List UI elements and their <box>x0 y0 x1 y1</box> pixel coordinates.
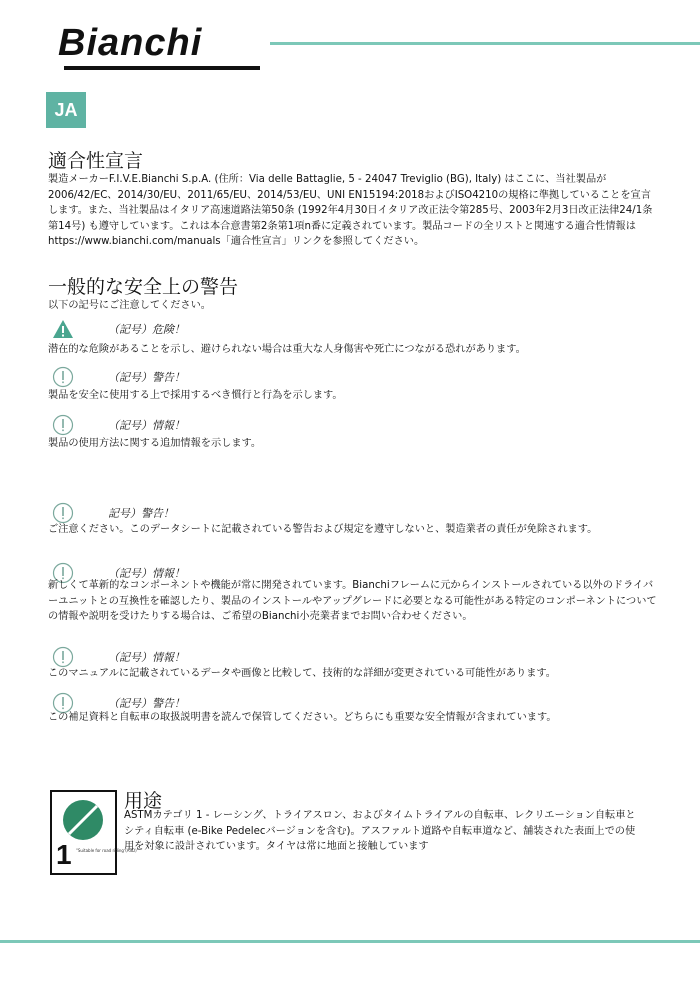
info-circle-icon <box>52 366 74 388</box>
declaration-body: 製造メーカーF.I.V.E.Bianchi S.p.A. (住所：Via delle Battaglie, 5 - 24047 Treviglio (BG), Italy) はここに、当社製品が2006/42/EC、2014/30/EU、2011/65/EU、2014/53/EU、UNI EN15194:2018およびISO4210の規格に準拠していることを宣言します。また、当社製品はイタリア高速道路法第50条 (1992年4月30日イタリア改正法令第285号、2003年2月3日改正法律24/1条第14号) も遵守しています。これは本合意書第2条第1項n番に定義されています。製品コードの全リストと関連する適合性情報はhttps://www.bianchi.com/manuals「適合性宣言」リンクを参照してください。 <box>48 174 653 247</box>
note-text: ご注意ください。このデータシートに記載されている警告および規定を遵守しないと、製造業者の責任が免除されます。 <box>48 524 598 535</box>
note-label: （記号）情報！ <box>108 567 185 580</box>
info-circle-icon <box>52 502 74 524</box>
astm-number: 1 <box>56 839 72 870</box>
symbol-danger-label: （記号）危険！ <box>108 323 185 336</box>
symbol-warning-text: 製品を安全に使用する上で採用するべき慣行と行為を示します。 <box>48 390 343 401</box>
note-label: 記号）警告！ <box>108 507 174 520</box>
declaration-title: 適合性宣言 <box>48 150 144 172</box>
note-label: （記号）警告！ <box>108 697 185 710</box>
note-text: このマニュアルに記載されているデータや画像と比較して、技術的な詳細が変更されている可能性があります。 <box>48 668 556 679</box>
symbol-warning <box>52 366 185 388</box>
symbol-danger <box>52 318 185 340</box>
astm-road-icon <box>52 792 139 873</box>
bianchi-logo <box>58 22 263 70</box>
logo-underline <box>64 66 260 70</box>
symbol-info <box>52 414 185 436</box>
intended-use-body: ASTMカテゴリ 1 - レーシング、トライアスロン、およびタイムトライアルの自転車、レクリエーション自転車とシティ自転車 (e-Bike Pedelecバージョンを含む)。アスファルト道路や自転車道など、舗装された表面上での使用を対象に設計されています。タイヤは常に地面と接触しています <box>124 810 636 852</box>
note-text: この補足資料と自転車の取扱説明書を読んで保管してください。どちらにも重要な安全情報が含まれています。 <box>48 712 557 723</box>
symbol-info-text: 製品の使用方法に関する追加情報を示します。 <box>48 438 262 449</box>
note-warning-liability <box>52 502 174 524</box>
warning-triangle-icon <box>52 318 74 340</box>
symbol-info-label: （記号）情報！ <box>108 419 185 432</box>
language-badge: JA <box>46 92 86 128</box>
note-text: 新しくて革新的なコンポーネントや機能が常に開発されています。Bianchiフレームに元からインストールされている以外のドライバーユニットとの互換性を確認したり、製品のインストールやアップグレードに必要となる可能性がある特定のコンポーネントについての情報や説明を受けたりする場合は、ご希望のBianchi小売業者までお問い合わせください。 <box>48 580 657 622</box>
logo-text: Bianchi <box>58 22 203 64</box>
info-circle-icon <box>52 414 74 436</box>
info-circle-icon <box>52 646 74 668</box>
safety-intro: 以下の記号にご注意してください。 <box>48 300 211 311</box>
footer-divider <box>0 940 700 943</box>
astm-caption: "Suitable for road riding (ASD)" <box>76 848 139 853</box>
symbol-danger-text: 潜在的な危険があることを示し、避けられない場合は重大な人身傷害や死亡につながる恐れがあります。 <box>48 344 526 355</box>
note-label: （記号）情報！ <box>108 651 185 664</box>
astm-category-icon <box>50 790 139 875</box>
intended-use-title: 用途 <box>124 790 163 812</box>
header-divider <box>270 42 700 45</box>
note-info-changes <box>52 646 185 668</box>
symbol-warning-label: （記号）警告！ <box>108 371 185 384</box>
safety-title: 一般的な安全上の警告 <box>48 276 239 298</box>
